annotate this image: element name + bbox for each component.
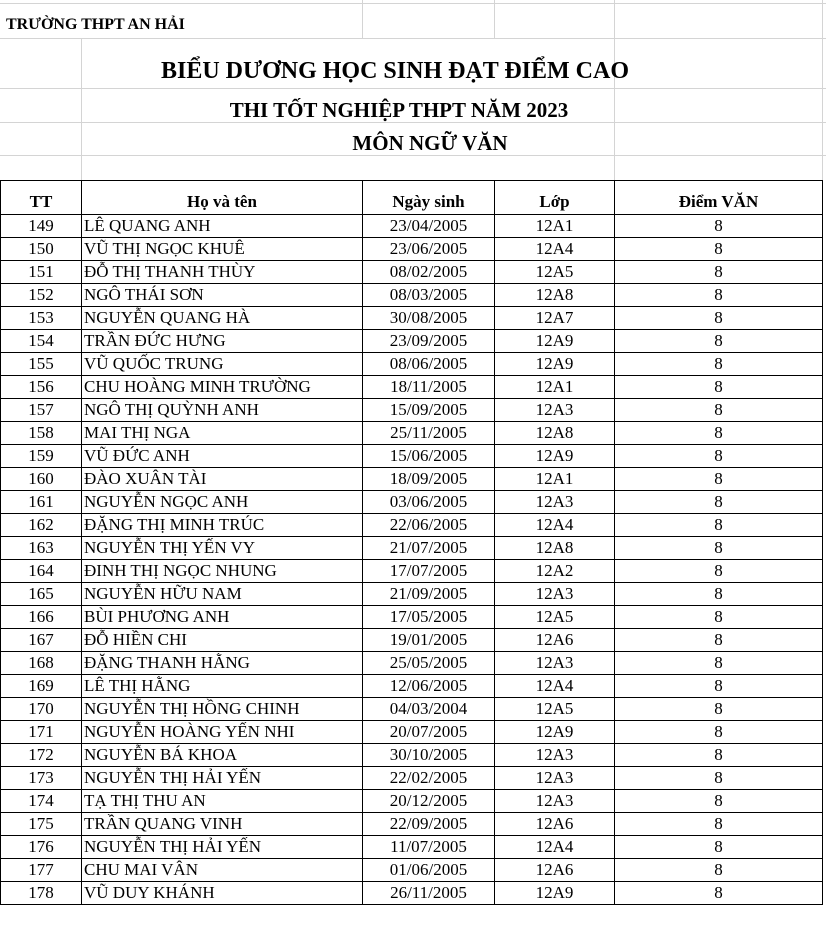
cell-score[interactable]: 8 bbox=[615, 399, 823, 422]
cell-name[interactable]: NGÔ THÁI SƠN bbox=[82, 284, 363, 307]
cell-score[interactable]: 8 bbox=[615, 859, 823, 882]
cell-tt[interactable]: 155 bbox=[1, 353, 82, 376]
cell-score[interactable]: 8 bbox=[615, 560, 823, 583]
table-row bbox=[1, 261, 823, 284]
table-row bbox=[1, 330, 823, 353]
table-row bbox=[1, 767, 823, 790]
cell-birthdate[interactable]: 30/10/2005 bbox=[363, 744, 495, 767]
cell-score[interactable]: 8 bbox=[615, 422, 823, 445]
cell-score[interactable]: 8 bbox=[615, 238, 823, 261]
cell-birthdate[interactable]: 22/02/2005 bbox=[363, 767, 495, 790]
cell-score[interactable]: 8 bbox=[615, 307, 823, 330]
table-row bbox=[1, 537, 823, 560]
table-row bbox=[1, 675, 823, 698]
cell-class[interactable]: 12A1 bbox=[495, 468, 615, 491]
header-birthdate[interactable]: Ngày sinh bbox=[363, 181, 495, 215]
cell-name[interactable]: NGUYỄN THỊ HẢI YẾN bbox=[82, 836, 363, 859]
cell-tt[interactable]: 175 bbox=[1, 813, 82, 836]
table-row bbox=[1, 744, 823, 767]
cell-tt[interactable]: 164 bbox=[1, 560, 82, 583]
table-row bbox=[1, 836, 823, 859]
cell-name[interactable]: ĐẶNG THANH HẰNG bbox=[82, 652, 363, 675]
header-row bbox=[1, 181, 823, 215]
table-row bbox=[1, 721, 823, 744]
table-row bbox=[1, 215, 823, 238]
cell-birthdate[interactable]: 15/09/2005 bbox=[363, 399, 495, 422]
cell-class[interactable]: 12A9 bbox=[495, 353, 615, 376]
cell-tt[interactable]: 150 bbox=[1, 238, 82, 261]
cell-class[interactable]: 12A3 bbox=[495, 767, 615, 790]
cell-name[interactable]: VŨ ĐỨC ANH bbox=[82, 445, 363, 468]
cell-score[interactable]: 8 bbox=[615, 215, 823, 238]
cell-score[interactable]: 8 bbox=[615, 353, 823, 376]
title-line-1: BIỂU DƯƠNG HỌC SINH ĐẠT ĐIỂM CAO bbox=[160, 58, 630, 84]
cell-class[interactable]: 12A2 bbox=[495, 560, 615, 583]
cell-birthdate[interactable]: 20/12/2005 bbox=[363, 790, 495, 813]
cell-birthdate[interactable]: 04/03/2004 bbox=[363, 698, 495, 721]
cell-tt[interactable]: 154 bbox=[1, 330, 82, 353]
table-row bbox=[1, 422, 823, 445]
cell-birthdate[interactable]: 18/09/2005 bbox=[363, 468, 495, 491]
cell-score[interactable]: 8 bbox=[615, 790, 823, 813]
cell-birthdate[interactable]: 20/07/2005 bbox=[363, 721, 495, 744]
table-row bbox=[1, 583, 823, 606]
cell-birthdate[interactable]: 25/11/2005 bbox=[363, 422, 495, 445]
cell-class[interactable]: 12A1 bbox=[495, 376, 615, 399]
cell-score[interactable]: 8 bbox=[615, 330, 823, 353]
gridline bbox=[494, 0, 495, 38]
cell-name[interactable]: TRẦN ĐỨC HƯNG bbox=[82, 330, 363, 353]
cell-class[interactable]: 12A3 bbox=[495, 491, 615, 514]
cell-name[interactable]: NGUYỄN THỊ HẢI YẾN bbox=[82, 767, 363, 790]
cell-class[interactable]: 12A8 bbox=[495, 537, 615, 560]
cell-name[interactable]: NGÔ THỊ QUỲNH ANH bbox=[82, 399, 363, 422]
cell-class[interactable]: 12A9 bbox=[495, 721, 615, 744]
cell-birthdate[interactable]: 22/09/2005 bbox=[363, 813, 495, 836]
cell-tt[interactable]: 158 bbox=[1, 422, 82, 445]
cell-tt[interactable]: 165 bbox=[1, 583, 82, 606]
cell-score[interactable]: 8 bbox=[615, 652, 823, 675]
gridline bbox=[0, 38, 826, 39]
cell-class[interactable]: 12A6 bbox=[495, 859, 615, 882]
table-row bbox=[1, 238, 823, 261]
cell-class[interactable]: 12A4 bbox=[495, 675, 615, 698]
cell-tt[interactable]: 172 bbox=[1, 744, 82, 767]
cell-tt[interactable]: 160 bbox=[1, 468, 82, 491]
cell-class[interactable]: 12A5 bbox=[495, 698, 615, 721]
cell-class[interactable]: 12A9 bbox=[495, 330, 615, 353]
cell-class[interactable]: 12A4 bbox=[495, 836, 615, 859]
cell-name[interactable]: MAI THỊ NGA bbox=[82, 422, 363, 445]
cell-score[interactable]: 8 bbox=[615, 491, 823, 514]
cell-name[interactable]: VŨ THỊ NGỌC KHUÊ bbox=[82, 238, 363, 261]
cell-name[interactable]: NGUYỄN QUANG HÀ bbox=[82, 307, 363, 330]
cell-name[interactable]: NGUYỄN HỮU NAM bbox=[82, 583, 363, 606]
cell-birthdate[interactable]: 15/06/2005 bbox=[363, 445, 495, 468]
cell-birthdate[interactable]: 21/07/2005 bbox=[363, 537, 495, 560]
cell-class[interactable]: 12A3 bbox=[495, 744, 615, 767]
cell-birthdate[interactable]: 23/04/2005 bbox=[363, 215, 495, 238]
cell-tt[interactable]: 152 bbox=[1, 284, 82, 307]
table-row bbox=[1, 284, 823, 307]
cell-class[interactable]: 12A9 bbox=[495, 445, 615, 468]
cell-name[interactable]: BÙI PHƯƠNG ANH bbox=[82, 606, 363, 629]
student-table bbox=[0, 180, 823, 905]
cell-score[interactable]: 8 bbox=[615, 445, 823, 468]
table-row bbox=[1, 560, 823, 583]
cell-name[interactable]: ĐẶNG THỊ MINH TRÚC bbox=[82, 514, 363, 537]
cell-score[interactable]: 8 bbox=[615, 514, 823, 537]
header-tt[interactable]: TT bbox=[1, 181, 82, 215]
cell-class[interactable]: 12A5 bbox=[495, 606, 615, 629]
cell-score[interactable]: 8 bbox=[615, 376, 823, 399]
cell-birthdate[interactable]: 23/09/2005 bbox=[363, 330, 495, 353]
cell-class[interactable]: 12A3 bbox=[495, 790, 615, 813]
title-line-3: MÔN NGỮ VĂN bbox=[352, 131, 508, 155]
cell-tt[interactable]: 171 bbox=[1, 721, 82, 744]
cell-tt[interactable]: 169 bbox=[1, 675, 82, 698]
cell-class[interactable]: 12A6 bbox=[495, 629, 615, 652]
cell-birthdate[interactable]: 23/06/2005 bbox=[363, 238, 495, 261]
title-line-2: THI TỐT NGHIỆP THPT NĂM 2023 bbox=[229, 98, 569, 122]
cell-tt[interactable]: 161 bbox=[1, 491, 82, 514]
table-row bbox=[1, 307, 823, 330]
cell-class[interactable]: 12A1 bbox=[495, 215, 615, 238]
cell-birthdate[interactable]: 01/06/2005 bbox=[363, 859, 495, 882]
cell-birthdate[interactable]: 26/11/2005 bbox=[363, 882, 495, 905]
table-row bbox=[1, 399, 823, 422]
cell-birthdate[interactable]: 17/05/2005 bbox=[363, 606, 495, 629]
table-row bbox=[1, 629, 823, 652]
table-row bbox=[1, 353, 823, 376]
cell-name[interactable]: TRẦN QUANG VINH bbox=[82, 813, 363, 836]
cell-name[interactable]: TẠ THỊ THU AN bbox=[82, 790, 363, 813]
table-row bbox=[1, 491, 823, 514]
cell-score[interactable]: 8 bbox=[615, 629, 823, 652]
table-row bbox=[1, 468, 823, 491]
cell-name[interactable]: LÊ THỊ HẰNG bbox=[82, 675, 363, 698]
table-row bbox=[1, 882, 823, 905]
cell-class[interactable]: 12A8 bbox=[495, 284, 615, 307]
cell-class[interactable]: 12A9 bbox=[495, 882, 615, 905]
cell-score[interactable]: 8 bbox=[615, 284, 823, 307]
cell-birthdate[interactable]: 25/05/2005 bbox=[363, 652, 495, 675]
cell-tt[interactable]: 178 bbox=[1, 882, 82, 905]
cell-birthdate[interactable]: 22/06/2005 bbox=[363, 514, 495, 537]
header-class[interactable]: Lớp bbox=[495, 181, 615, 215]
cell-tt[interactable]: 170 bbox=[1, 698, 82, 721]
cell-birthdate[interactable]: 03/06/2005 bbox=[363, 491, 495, 514]
cell-birthdate[interactable]: 17/07/2005 bbox=[363, 560, 495, 583]
cell-score[interactable]: 8 bbox=[615, 721, 823, 744]
cell-birthdate[interactable]: 08/02/2005 bbox=[363, 261, 495, 284]
cell-tt[interactable]: 159 bbox=[1, 445, 82, 468]
cell-name[interactable]: NGUYỄN HOÀNG YẾN NHI bbox=[82, 721, 363, 744]
cell-birthdate[interactable]: 08/03/2005 bbox=[363, 284, 495, 307]
table-row bbox=[1, 606, 823, 629]
cell-score[interactable]: 8 bbox=[615, 813, 823, 836]
cell-name[interactable]: VŨ QUỐC TRUNG bbox=[82, 353, 363, 376]
cell-tt[interactable]: 151 bbox=[1, 261, 82, 284]
cell-class[interactable]: 12A3 bbox=[495, 399, 615, 422]
gridline bbox=[0, 3, 826, 4]
cell-name[interactable]: CHU HOÀNG MINH TRƯỜNG bbox=[82, 376, 363, 399]
cell-tt[interactable]: 176 bbox=[1, 836, 82, 859]
cell-tt[interactable]: 168 bbox=[1, 652, 82, 675]
cell-class[interactable]: 12A4 bbox=[495, 514, 615, 537]
cell-birthdate[interactable]: 30/08/2005 bbox=[363, 307, 495, 330]
cell-score[interactable]: 8 bbox=[615, 537, 823, 560]
cell-score[interactable]: 8 bbox=[615, 767, 823, 790]
cell-name[interactable]: ĐINH THỊ NGỌC NHUNG bbox=[82, 560, 363, 583]
cell-birthdate[interactable]: 21/09/2005 bbox=[363, 583, 495, 606]
cell-score[interactable]: 8 bbox=[615, 606, 823, 629]
cell-tt[interactable]: 162 bbox=[1, 514, 82, 537]
cell-tt[interactable]: 153 bbox=[1, 307, 82, 330]
cell-score[interactable]: 8 bbox=[615, 675, 823, 698]
cell-class[interactable]: 12A3 bbox=[495, 652, 615, 675]
cell-class[interactable]: 12A5 bbox=[495, 261, 615, 284]
cell-class[interactable]: 12A6 bbox=[495, 813, 615, 836]
cell-name[interactable]: NGUYỄN NGỌC ANH bbox=[82, 491, 363, 514]
cell-tt[interactable]: 156 bbox=[1, 376, 82, 399]
cell-score[interactable]: 8 bbox=[615, 698, 823, 721]
table-row bbox=[1, 813, 823, 836]
cell-tt[interactable]: 149 bbox=[1, 215, 82, 238]
cell-score[interactable]: 8 bbox=[615, 836, 823, 859]
cell-class[interactable]: 12A7 bbox=[495, 307, 615, 330]
table-row bbox=[1, 376, 823, 399]
cell-class[interactable]: 12A4 bbox=[495, 238, 615, 261]
cell-tt[interactable]: 177 bbox=[1, 859, 82, 882]
header-score[interactable]: Điểm VĂN bbox=[615, 181, 823, 215]
table-row bbox=[1, 652, 823, 675]
table-row bbox=[1, 698, 823, 721]
cell-birthdate[interactable]: 11/07/2005 bbox=[363, 836, 495, 859]
cell-name[interactable]: NGUYỄN THỊ YẾN VY bbox=[82, 537, 363, 560]
cell-name[interactable]: CHU MAI VÂN bbox=[82, 859, 363, 882]
table-row bbox=[1, 859, 823, 882]
cell-name[interactable]: NGUYỄN THỊ HỒNG CHINH bbox=[82, 698, 363, 721]
cell-name[interactable]: ĐÀO XUÂN TÀI bbox=[82, 468, 363, 491]
gridline bbox=[362, 0, 363, 38]
cell-birthdate[interactable]: 19/01/2005 bbox=[363, 629, 495, 652]
cell-tt[interactable]: 157 bbox=[1, 399, 82, 422]
header-name[interactable]: Họ và tên bbox=[82, 181, 363, 215]
cell-tt[interactable]: 166 bbox=[1, 606, 82, 629]
cell-tt[interactable]: 167 bbox=[1, 629, 82, 652]
cell-tt[interactable]: 163 bbox=[1, 537, 82, 560]
cell-score[interactable]: 8 bbox=[615, 882, 823, 905]
cell-score[interactable]: 8 bbox=[615, 468, 823, 491]
cell-birthdate[interactable]: 08/06/2005 bbox=[363, 353, 495, 376]
cell-tt[interactable]: 173 bbox=[1, 767, 82, 790]
table-row bbox=[1, 790, 823, 813]
cell-score[interactable]: 8 bbox=[615, 583, 823, 606]
cell-tt[interactable]: 174 bbox=[1, 790, 82, 813]
cell-score[interactable]: 8 bbox=[615, 744, 823, 767]
table-row bbox=[1, 445, 823, 468]
cell-name[interactable]: ĐỖ HIỀN CHI bbox=[82, 629, 363, 652]
cell-birthdate[interactable]: 18/11/2005 bbox=[363, 376, 495, 399]
cell-birthdate[interactable]: 12/06/2005 bbox=[363, 675, 495, 698]
gridline bbox=[0, 88, 826, 89]
cell-class[interactable]: 12A8 bbox=[495, 422, 615, 445]
cell-name[interactable]: VŨ DUY KHÁNH bbox=[82, 882, 363, 905]
cell-class[interactable]: 12A3 bbox=[495, 583, 615, 606]
cell-score[interactable]: 8 bbox=[615, 261, 823, 284]
cell-name[interactable]: ĐỖ THỊ THANH THÙY bbox=[82, 261, 363, 284]
school-name: TRƯỜNG THPT AN HẢI bbox=[6, 16, 185, 33]
cell-name[interactable]: NGUYỄN BÁ KHOA bbox=[82, 744, 363, 767]
table-row bbox=[1, 514, 823, 537]
cell-name[interactable]: LÊ QUANG ANH bbox=[82, 215, 363, 238]
